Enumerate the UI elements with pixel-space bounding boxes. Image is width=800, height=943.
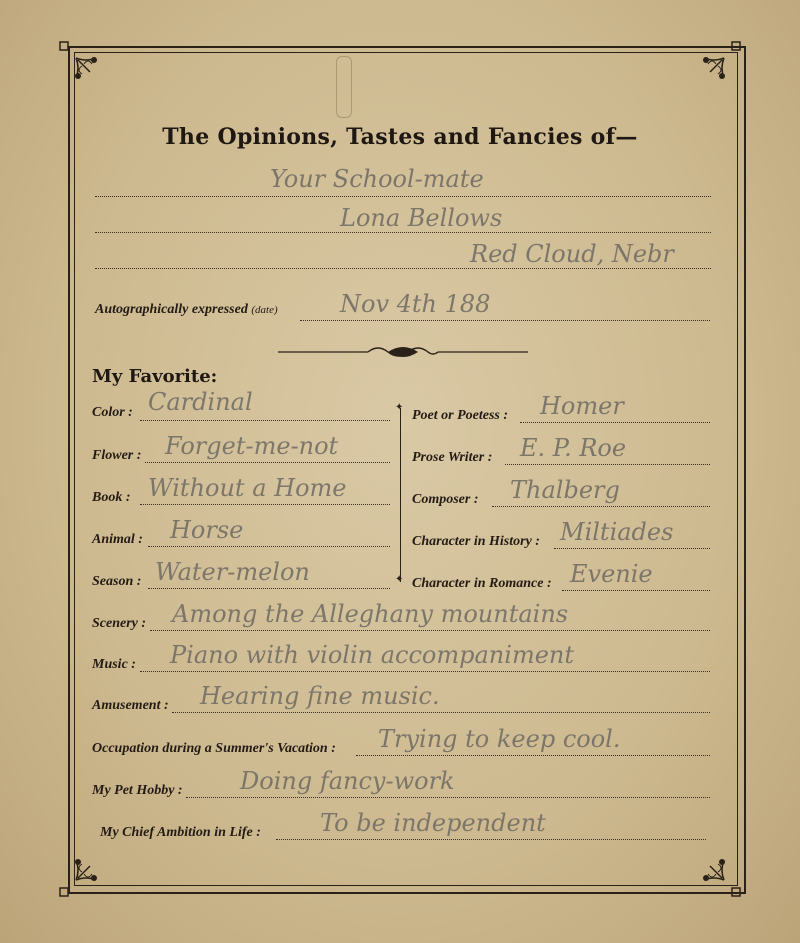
favorite-season-rule: [148, 588, 390, 589]
floral-corner-icon: [674, 830, 744, 900]
favorite-ambition-value: To be independent: [320, 809, 546, 837]
autograph-date-rule: [300, 320, 710, 321]
favorite-romance-label: Character in Romance :: [412, 576, 552, 591]
favorite-history-label: Character in History :: [412, 534, 540, 549]
favorite-poet-value: Homer: [540, 392, 624, 420]
favorite-amusement-value: Hearing fine music.: [200, 682, 440, 710]
name-line-2-text: Lona Bellows: [340, 204, 503, 232]
favorite-prose-writer-label: Prose Writer :: [412, 450, 493, 465]
favorite-scenery-label: Scenery :: [92, 616, 147, 631]
column-divider: [400, 408, 401, 582]
favorite-ambition-label: My Chief Ambition in Life :: [100, 825, 261, 840]
favorites-heading: My Favorite:: [92, 366, 218, 387]
favorite-color-value: Cardinal: [148, 388, 253, 416]
name-line-1-rule: [95, 196, 711, 197]
favorite-music-rule: [140, 671, 710, 672]
favorite-music-label: Music :: [92, 657, 136, 672]
favorite-book-label: Book :: [92, 490, 131, 505]
favorite-amusement-label: Amusement :: [92, 698, 169, 713]
autograph-date-value: Nov 4th 188: [340, 290, 491, 318]
favorite-book-value: Without a Home: [148, 474, 347, 502]
name-line-3-rule: [95, 268, 711, 269]
favorite-flower-value: Forget-me-not: [165, 432, 339, 460]
favorite-scenery-value: Among the Alleghany mountains: [172, 600, 569, 628]
favorite-occupation-value: Trying to keep cool.: [378, 725, 621, 753]
favorite-color-label: Color :: [92, 405, 133, 420]
favorite-ambition-rule: [276, 839, 706, 840]
favorite-poet-label: Poet or Poetess :: [412, 408, 509, 423]
favorite-flower-rule: [145, 462, 390, 463]
name-line-2-rule: [95, 232, 711, 233]
favorite-flower-label: Flower :: [92, 448, 142, 463]
favorite-composer-rule: [492, 506, 710, 507]
favorite-hobby-label: My Pet Hobby :: [92, 783, 183, 798]
favorite-hobby-rule: [186, 797, 710, 798]
favorite-hobby-value: Doing fancy-work: [240, 767, 455, 795]
favorite-season-value: Water-melon: [155, 558, 310, 586]
favorite-romance-value: Evenie: [570, 560, 653, 588]
column-divider-bottom-icon: ✦: [395, 574, 404, 585]
column-divider-top-icon: ✦: [395, 402, 404, 413]
favorite-prose-writer-value: E. P. Roe: [520, 434, 627, 462]
name-line-3-text: Red Cloud, Nebr: [470, 240, 674, 268]
favorite-history-rule: [554, 548, 710, 549]
floral-corner-icon: [674, 38, 744, 108]
favorite-scenery-rule: [150, 630, 710, 631]
favorite-occupation-rule: [356, 755, 710, 756]
favorite-animal-rule: [148, 546, 390, 547]
favorite-history-value: Miltiades: [560, 518, 674, 546]
flourish-divider-icon: [278, 343, 528, 361]
favorite-prose-writer-rule: [505, 464, 710, 465]
autograph-label: Autographically expressed (date): [95, 302, 278, 317]
favorite-animal-label: Animal :: [92, 532, 143, 547]
favorite-book-rule: [140, 504, 390, 505]
favorite-season-label: Season :: [92, 574, 142, 589]
favorite-romance-rule: [562, 590, 710, 591]
page-title: The Opinions, Tastes and Fancies of—: [162, 124, 638, 150]
favorite-animal-value: Horse: [170, 516, 244, 544]
favorite-occupation-label: Occupation during a Summer's Vacation :: [92, 741, 336, 756]
name-line-1-text: Your School-mate: [270, 165, 484, 193]
favorite-poet-rule: [520, 422, 710, 423]
floral-corner-icon: [56, 38, 126, 108]
favorite-amusement-rule: [172, 712, 710, 713]
favorite-music-value: Piano with violin accompaniment: [170, 641, 575, 669]
favorite-composer-value: Thalberg: [510, 476, 620, 504]
favorite-color-rule: [140, 420, 390, 421]
favorite-composer-label: Composer :: [412, 492, 479, 507]
